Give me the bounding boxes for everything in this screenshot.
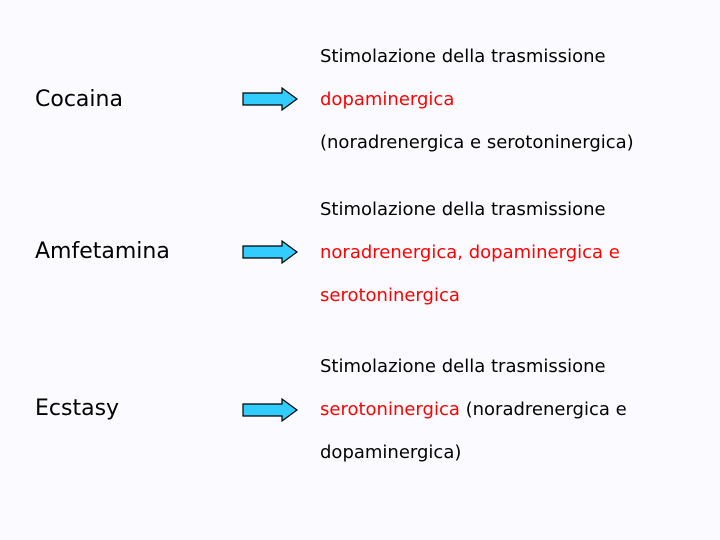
effect-text: (noradrenergica e bbox=[459, 399, 627, 420]
effect-text: dopaminergica) bbox=[320, 442, 462, 463]
effect-description bbox=[320, 199, 620, 307]
effect-line-1: Stimolazione della trasmissione bbox=[320, 356, 606, 377]
effect-line-2 bbox=[320, 242, 620, 264]
effect-line-3 bbox=[320, 132, 634, 154]
effect-highlight: serotoninergica bbox=[320, 285, 460, 306]
effect-highlight: serotoninergica bbox=[320, 399, 460, 420]
right-arrow-icon bbox=[242, 398, 298, 422]
effect-line-2 bbox=[320, 89, 634, 111]
effect-line-3 bbox=[320, 442, 627, 464]
drug-name: Ecstasy bbox=[35, 396, 120, 421]
drug-name: Cocaina bbox=[35, 87, 123, 112]
effect-highlight: noradrenergica, dopaminergica e bbox=[320, 242, 620, 263]
drug-name: Amfetamina bbox=[35, 239, 170, 264]
effect-line-3 bbox=[320, 285, 620, 307]
effect-description bbox=[320, 356, 627, 464]
right-arrow-icon bbox=[242, 240, 298, 264]
effect-description bbox=[320, 46, 634, 154]
right-arrow-icon bbox=[242, 87, 298, 111]
effect-line-1: Stimolazione della trasmissione bbox=[320, 199, 606, 220]
effect-text: (noradrenergica e serotoninergica) bbox=[320, 132, 634, 153]
effect-highlight: dopaminergica bbox=[320, 89, 455, 110]
effect-line-2 bbox=[320, 399, 627, 421]
effect-line-1: Stimolazione della trasmissione bbox=[320, 46, 606, 67]
